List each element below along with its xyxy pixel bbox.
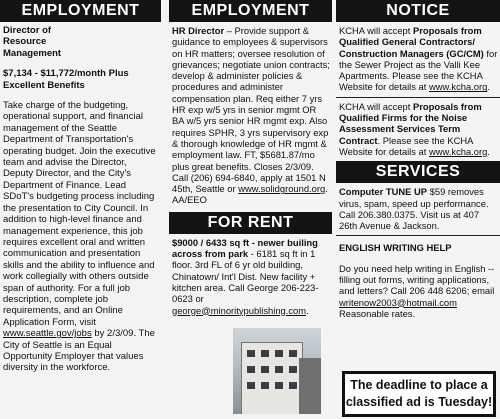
notice-2-end: . <box>487 145 490 157</box>
notice-1-end: . <box>487 81 490 93</box>
notice-2-pre: KCHA will accept <box>339 100 413 112</box>
notice-2 <box>336 98 500 157</box>
service-writing-text <box>339 263 498 319</box>
deadline-box <box>342 371 496 417</box>
employment-header-2: EMPLOYMENT <box>169 0 332 22</box>
notice-1-text <box>339 25 498 93</box>
column-employment-2 <box>169 0 332 316</box>
building-side <box>299 358 321 414</box>
job-description <box>3 100 159 374</box>
column-employment-1 <box>0 0 161 374</box>
window <box>275 382 283 389</box>
notice-1-link[interactable]: www.kcha.org <box>428 81 488 93</box>
job-ad-hr-director <box>169 22 332 206</box>
window <box>289 366 297 373</box>
notice-2-link[interactable]: www.kcha.org <box>428 145 488 157</box>
hr-ad <box>172 25 330 206</box>
service-computer-text <box>339 186 498 231</box>
service-writing-body: Do you need help writing in English -- filling out forms, writing applications, and letters? Call 206 448 6206; email <box>339 262 495 297</box>
job-body-end: by 2/3/09. The City of Seattle is an Equal Opportunity Employer that values diversity in the workforce. <box>3 328 155 374</box>
job-salary: $7,134 - $11,772/month Plus Excellent Benefits <box>3 68 129 91</box>
notice-1 <box>336 22 500 93</box>
window <box>247 382 255 389</box>
notice-2-post: . Please see the KCHA Website for details at <box>339 134 473 157</box>
notice-2-text <box>339 101 498 157</box>
window <box>289 350 297 357</box>
service-writing-title: ENGLISH WRITING HELP <box>339 242 452 254</box>
service-writing-link[interactable]: writenow2003@hotmail.com <box>339 296 457 308</box>
rent-link[interactable]: george@minoritypublishing.com <box>172 304 307 316</box>
service-computer <box>336 183 500 231</box>
deadline-text: The deadline to place a classified ad is Tuesday! <box>345 378 493 409</box>
window <box>261 350 269 357</box>
job-title: Director of Resource Management <box>3 25 62 59</box>
hr-link[interactable]: www.solidground.org <box>238 183 326 195</box>
rent-post: . <box>306 304 309 316</box>
rent-body: - 6181 sq ft in 1 floor. 3rd FL of 6 yr old building, Chinatown/ Int'l Dist. New facility + kitchen area. Call George 206-223-0623 or <box>172 248 319 305</box>
employment-header-1: EMPLOYMENT <box>0 0 161 22</box>
window <box>275 366 283 373</box>
hr-title: HR Director <box>172 25 225 36</box>
services-header: SERVICES <box>336 161 500 183</box>
notice-1-bold: Proposals from Qualified General Contractors/ Construction Managers (GC/CM) <box>339 25 484 59</box>
notice-1-post: for the Sewer Project as the Valli Kee Apartments. Please see the KCHA Website for details at <box>339 47 498 93</box>
column-notice-services <box>336 0 500 319</box>
window <box>247 350 255 357</box>
notice-1-pre: KCHA will accept <box>339 25 413 36</box>
window <box>261 366 269 373</box>
job-ad-director <box>0 22 161 374</box>
building-photo <box>233 328 321 414</box>
hr-post: . AA/EEO <box>172 183 328 206</box>
service-writing <box>336 236 500 319</box>
rent-title: $9000 / 6433 sq ft - newer builing across from park <box>172 236 318 260</box>
for-rent-header: FOR RENT <box>169 212 332 234</box>
service-writing-post: Reasonable rates. <box>339 307 416 319</box>
rent-ad <box>169 234 332 316</box>
service-computer-body: $59 removes virus, spam, speed up performance. Call 206.380.0375. Visit us at 407 26th Avenue & Jackson. <box>339 186 489 232</box>
hr-body: – Provide support & guidance to employees & supervisors on HR matters; oversee resolution of grievances; negotiate union contracts; develop & administer policies & procedures and administer compensation plan. Req either 7 yrs HR exp w/5 yrs in senior mgmt OR BA w/5 yrs senior HR mgmt exp. Also requires SPHR, 3 yrs supervisory exp & thorough knowledge of HR mgmt & employment law. FT, $5681.87/mo plus great benefits. Closes 2/3/09. Call (206) 694-6840, apply at 1501 N 45th, Seattle or <box>172 25 330 195</box>
notice-2-bold: Proposals from Qualified Firms for the Noise Assessment Services Term Contract <box>339 100 482 146</box>
window <box>247 366 255 373</box>
rent-text <box>172 237 330 316</box>
job-body-text: Take charge of the budgeting, operational support, and financial management of the Seattle Department of Transportation's operating budget. Join the executive team and advise the Director, Deputy Director, and the City's Department of Finance. Lead SDoT's budgeting process including the presentation to City Council. In addition to high-level finance and management experience, this job requires excellent oral and written communication and presentation skills and the ability to influence and work collegially with others outside span of authority. For a full job description, complete job requirements, and an Online Application Form, visit <box>3 100 156 328</box>
window <box>261 382 269 389</box>
service-computer-title: Computer TUNE UP <box>339 186 428 198</box>
notice-header: NOTICE <box>336 0 500 22</box>
job-link[interactable]: www.seattle.gov/jobs <box>3 328 92 340</box>
window <box>275 350 283 357</box>
window <box>289 382 297 389</box>
